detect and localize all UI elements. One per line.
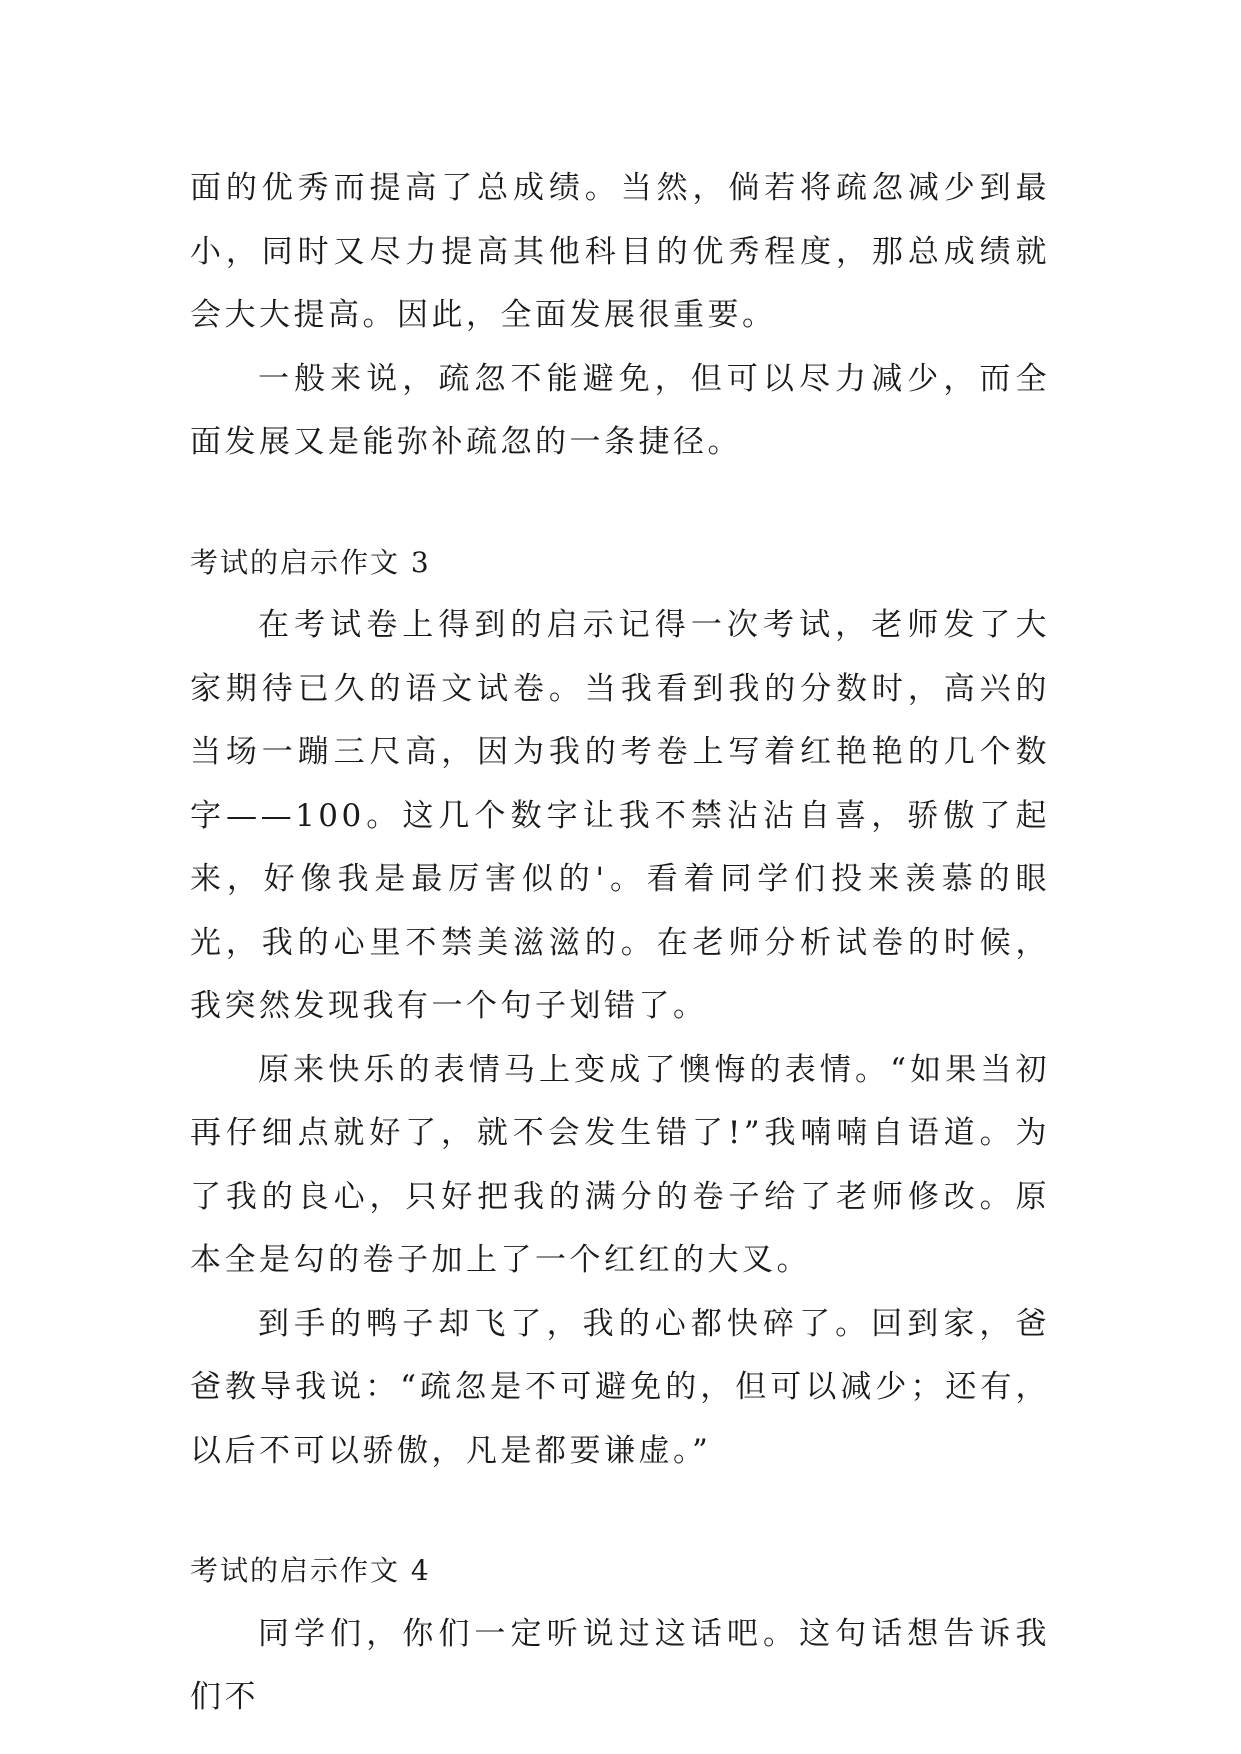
paragraph-continued: 面的优秀而提高了总成绩。当然，倘若将疏忽减少到最小，同时又尽力提高其他科目的优秀程度，那总成绩就会大大提高。因此，全面发展很重要。 (190, 170, 1050, 333)
paragraph: 同学们，你们一定听说过这话吧。这句话想告诉我们不 (190, 1615, 1050, 1715)
section-title: 考试的启示作文 4 (190, 1554, 431, 1587)
paragraph: 原来快乐的表情马上变成了懊悔的表情。“如果当初再仔细点就好了，就不会发生错了!”我喃喃自语道。为了我的良心，只好把我的满分的卷子给了老师修改。原本全是勾的卷子加上了一个红红的大叉。 (190, 1051, 1050, 1278)
document-body (190, 157, 1050, 1730)
section-gap (190, 475, 1050, 531)
section-gap (190, 1483, 1050, 1539)
paragraph: 一般来说，疏忽不能避免，但可以尽力减少，而全面发展又是能弥补疏忽的一条捷径。 (190, 360, 1050, 460)
section-title: 考试的启示作文 3 (190, 545, 431, 579)
paragraph: 到手的鸭子却飞了，我的心都快碎了。回到家，爸爸教导我说：“疏忽是不可避免的，但可以减少；还有，以后不可以骄傲，凡是都要谦虚。” (190, 1305, 1050, 1469)
paragraph: 在考试卷上得到的启示记得一次考试，老师发了大家期待已久的语文试卷。当我看到我的分数时，高兴的当场一蹦三尺高，因为我的考卷上写着红艳艳的几个数字——100。这几个数字让我不禁沾沾自喜，骄傲了起来，好像我是最厉害似的'。看着同学们投来羡慕的眼光，我的心里不禁美滋滋的。在老师分析试卷的时候，我突然发现我有一个句子划错了。 (190, 607, 1050, 1024)
